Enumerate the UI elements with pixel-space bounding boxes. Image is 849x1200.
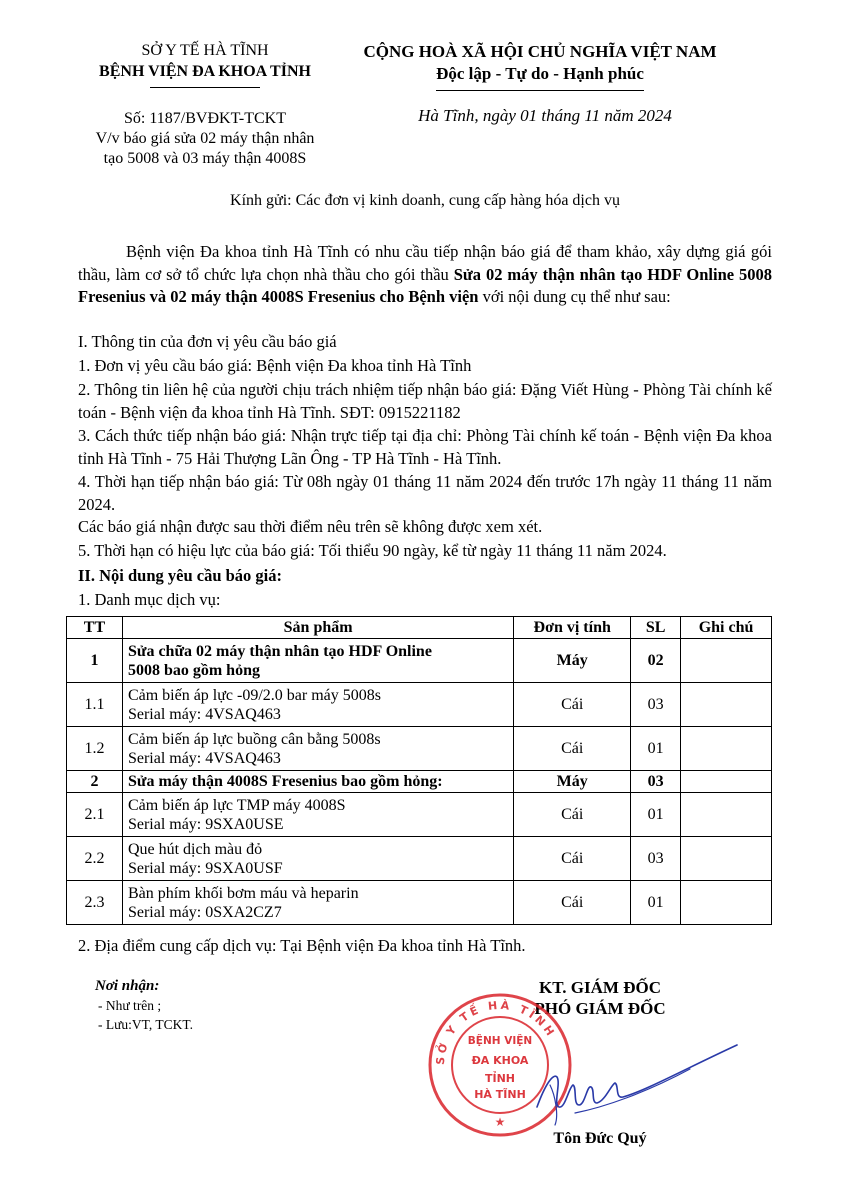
cell-tt: 2 bbox=[67, 771, 123, 793]
cell-qty: 03 bbox=[631, 683, 681, 727]
product-line-2: Serial máy: 4VSAQ463 bbox=[127, 705, 281, 723]
table-row bbox=[67, 771, 772, 793]
product-line-1: Cảm biến áp lực buồng cân bằng 5008s bbox=[127, 730, 381, 748]
cell-unit: Cái bbox=[514, 837, 631, 881]
section-2-title: II. Nội dung yêu cầu báo giá: bbox=[78, 566, 283, 585]
subject-line-1: V/v báo giá sửa 02 máy thận nhân bbox=[95, 130, 315, 147]
section-1-item-2: 2. Thông tin liên hệ của người chịu trách nhiệm tiếp nhận báo giá: Đặng Viết Hùng - Phòng Tài chính kế toán - Bệnh viện đa khoa tỉnh Hà Tĩnh. SĐT: 0915221182 bbox=[78, 380, 772, 422]
product-line-1: Cảm biến áp lực -09/2.0 bar máy 5008s bbox=[127, 686, 381, 704]
seal-text-2: ĐA KHOA bbox=[471, 1054, 529, 1067]
cell-note bbox=[681, 639, 772, 683]
signature-title-2: PHÓ GIÁM ĐỐC bbox=[534, 999, 666, 1018]
product-line-2: Serial máy: 4VSAQ463 bbox=[127, 749, 281, 767]
intro-text-2: với nội dung cụ thể như sau: bbox=[478, 287, 671, 306]
recipient-line-2: - Lưu:VT, TCKT. bbox=[98, 1017, 194, 1032]
cell-unit: Cái bbox=[514, 881, 631, 925]
subject-line-2: tạo 5008 và 03 máy thận 4008S bbox=[103, 150, 307, 167]
header-note: Ghi chú bbox=[681, 617, 772, 639]
cell-product bbox=[122, 683, 513, 727]
intro-package-name: Sửa 02 máy thận nhân tạo HDF Online 5008 Fresenius và 02 máy thận 4008S Fresenius cho Bệnh viện bbox=[78, 264, 772, 306]
cell-note bbox=[681, 881, 772, 925]
section-1-item-4: 4. Thời hạn tiếp nhận báo giá: Từ 08h ngày 01 tháng 11 năm 2024 đến trước 17h ngày 11 tháng 11 năm 2024. bbox=[78, 472, 772, 514]
recipients-title: Nơi nhận: bbox=[95, 978, 160, 994]
seal-text-3: TỈNH bbox=[484, 1072, 516, 1085]
seal-text-4: HÀ TĨNH bbox=[474, 1088, 526, 1101]
recipient-line-1: - Như trên ; bbox=[98, 998, 162, 1013]
cell-unit: Cái bbox=[514, 793, 631, 837]
section-1-item-1: 1. Đơn vị yêu cầu báo giá: Bệnh viện Đa khoa tỉnh Hà Tĩnh bbox=[78, 356, 472, 375]
national-title: CỘNG HOÀ XÃ HỘI CHỦ NGHĨA VIỆT NAM bbox=[363, 42, 717, 61]
issuer-agency: SỞ Y TẾ HÀ TĨNH bbox=[141, 42, 269, 59]
delivery-location: 2. Địa điểm cung cấp dịch vụ: Tại Bệnh viện Đa khoa tỉnh Hà Tĩnh. bbox=[78, 936, 526, 955]
product-line-2: Serial máy: 0SXA2CZ7 bbox=[127, 903, 282, 921]
document-date: Hà Tĩnh, ngày 01 tháng 11 năm 2024 bbox=[418, 106, 672, 125]
signer-name: Tôn Đức Quý bbox=[553, 1130, 647, 1147]
cell-qty: 01 bbox=[631, 727, 681, 771]
seal-ring-path: SỞ Y TẾ HÀ TĨNH bbox=[433, 998, 559, 1066]
cell-unit: Cái bbox=[514, 683, 631, 727]
product-line-1: Sửa chữa 02 máy thận nhân tạo HDF Online bbox=[127, 642, 432, 660]
signature-title-1: KT. GIÁM ĐỐC bbox=[539, 978, 661, 997]
cell-product bbox=[122, 727, 513, 771]
section-1-title: I. Thông tin của đơn vị yêu cầu báo giá bbox=[78, 332, 337, 351]
issuer-underline bbox=[150, 87, 260, 88]
table-row bbox=[67, 881, 772, 925]
cell-product bbox=[122, 639, 513, 683]
cell-tt: 2.2 bbox=[67, 837, 123, 881]
cell-qty: 03 bbox=[631, 837, 681, 881]
header-tt: TT bbox=[67, 617, 123, 639]
issuer-hospital: BỆNH VIỆN ĐA KHOA TỈNH bbox=[99, 63, 311, 80]
cell-unit: Máy bbox=[514, 771, 631, 793]
handwritten-signature-icon bbox=[515, 1025, 745, 1135]
greeting: Kính gửi: Các đơn vị kinh doanh, cung cấp hàng hóa dịch vụ bbox=[230, 192, 620, 209]
cell-note bbox=[681, 771, 772, 793]
cell-tt: 1 bbox=[67, 639, 123, 683]
table-header-row bbox=[67, 617, 772, 639]
cell-qty: 01 bbox=[631, 881, 681, 925]
cell-tt: 2.3 bbox=[67, 881, 123, 925]
cell-note bbox=[681, 793, 772, 837]
header-product: Sản phẩm bbox=[122, 617, 513, 639]
table-row bbox=[67, 793, 772, 837]
table-row bbox=[67, 837, 772, 881]
cell-note bbox=[681, 837, 772, 881]
table-row bbox=[67, 683, 772, 727]
cell-qty: 03 bbox=[631, 771, 681, 793]
section-1-item-5: 5. Thời hạn có hiệu lực của báo giá: Tối thiểu 90 ngày, kể từ ngày 11 tháng 11 năm 2024. bbox=[78, 541, 667, 560]
cell-product bbox=[122, 793, 513, 837]
header-unit: Đơn vị tính bbox=[514, 617, 631, 639]
header-qty: SL bbox=[631, 617, 681, 639]
cell-tt: 2.1 bbox=[67, 793, 123, 837]
cell-qty: 02 bbox=[631, 639, 681, 683]
cell-tt: 1.1 bbox=[67, 683, 123, 727]
doc-number: Số: 1187/BVĐKT-TCKT bbox=[124, 110, 286, 127]
service-list-title: 1. Danh mục dịch vụ: bbox=[78, 590, 221, 609]
table-row bbox=[67, 639, 772, 683]
section-1-note: Các báo giá nhận được sau thời điểm nêu trên sẽ không được xem xét. bbox=[78, 517, 543, 536]
service-table bbox=[66, 616, 772, 925]
intro-paragraph bbox=[78, 241, 772, 309]
cell-unit: Máy bbox=[514, 639, 631, 683]
cell-tt: 1.2 bbox=[67, 727, 123, 771]
product-line-2: 5008 bao gồm hỏng bbox=[127, 661, 260, 679]
cell-product bbox=[122, 837, 513, 881]
seal-star-icon: ★ bbox=[494, 1115, 506, 1129]
cell-note bbox=[681, 727, 772, 771]
national-motto: Độc lập - Tự do - Hạnh phúc bbox=[436, 64, 644, 83]
product-line-1: Que hút dịch màu đỏ bbox=[127, 840, 263, 858]
product-line-1: Cảm biến áp lực TMP máy 4008S bbox=[127, 796, 346, 814]
table-row bbox=[67, 727, 772, 771]
product-line-2: Serial máy: 9SXA0USF bbox=[127, 859, 283, 877]
product-line-1: Bàn phím khối bơm máu và heparin bbox=[127, 884, 359, 902]
cell-qty: 01 bbox=[631, 793, 681, 837]
cell-unit: Cái bbox=[514, 727, 631, 771]
cell-product: Sửa máy thận 4008S Fresenius bao gồm hỏng: bbox=[122, 771, 513, 793]
seal-text-1: BỆNH VIỆN bbox=[467, 1035, 533, 1047]
section-1-item-3: 3. Cách thức tiếp nhận báo giá: Nhận trực tiếp tại địa chỉ: Phòng Tài chính kế toán - Bệnh viện Đa khoa tỉnh Hà Tĩnh - 75 Hải Thượng Lãn Ông - TP Hà Tĩnh - Hà Tĩnh. bbox=[78, 426, 772, 468]
motto-underline bbox=[436, 90, 644, 91]
cell-note bbox=[681, 683, 772, 727]
product-line-2: Serial máy: 9SXA0USE bbox=[127, 815, 284, 833]
intro-text-1: Bệnh viện Đa khoa tỉnh Hà Tĩnh có nhu cầu tiếp nhận báo giá để tham khảo, xây dựng giá gói thầu, làm cơ sở tổ chức lựa chọn nhà thầu cho gói thầu bbox=[78, 242, 772, 284]
cell-product bbox=[122, 881, 513, 925]
